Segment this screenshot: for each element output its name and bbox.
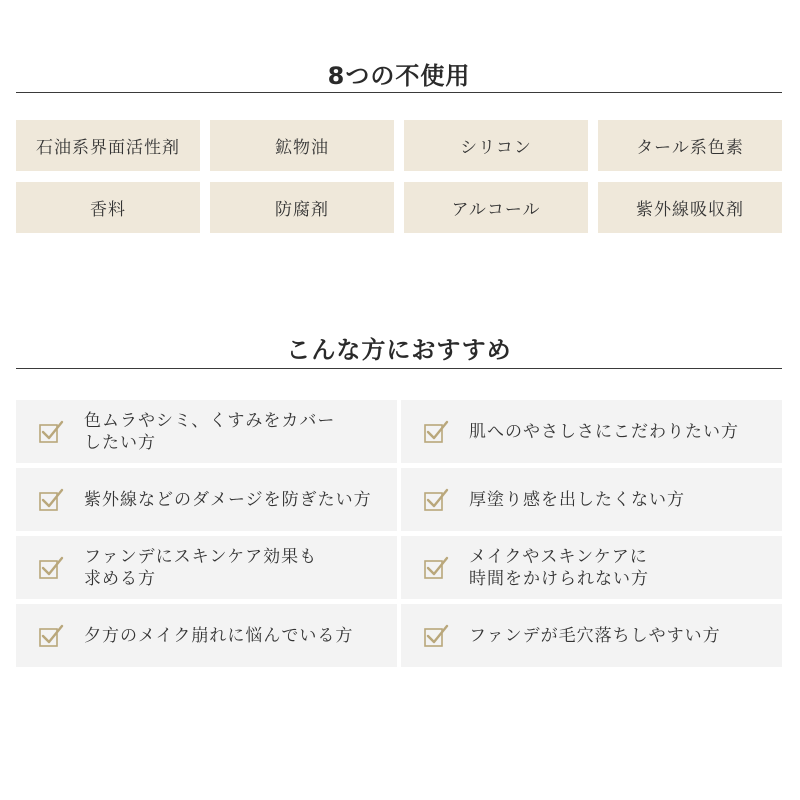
recommended-divider <box>16 368 782 369</box>
recommended-item <box>401 400 782 463</box>
recommended-item <box>16 400 397 463</box>
recommended-text: ファンデにスキンケア効果も 求める方 <box>84 546 318 589</box>
checkbox-check-icon <box>38 419 64 445</box>
checkbox-check-icon <box>38 623 64 649</box>
recommended-title: こんな方におすすめ <box>286 336 512 364</box>
recommended-item <box>401 536 782 599</box>
recommended-text: 厚塗り感を出したくない方 <box>469 489 685 510</box>
checkbox-check-icon <box>423 623 449 649</box>
recommended-text: メイクやスキンケアに 時間をかけられない方 <box>469 546 649 589</box>
recommended-text: ファンデが毛穴落ちしやすい方 <box>469 625 721 646</box>
recommended-text: 紫外線などのダメージを防ぎたい方 <box>84 489 372 510</box>
recommended-item <box>16 536 397 599</box>
free-from-item: アルコール <box>404 182 588 233</box>
free-from-title: 8つの不使用 <box>327 62 471 90</box>
free-from-item: タール系色素 <box>598 120 782 171</box>
free-from-divider <box>16 92 782 93</box>
recommended-text: 肌へのやさしさにこだわりたい方 <box>469 421 739 442</box>
checkbox-check-icon <box>423 487 449 513</box>
recommended-text: 夕方のメイク崩れに悩んでいる方 <box>84 625 354 646</box>
checkbox-check-icon <box>38 487 64 513</box>
free-from-item: 香料 <box>16 182 200 233</box>
free-from-item: シリコン <box>404 120 588 171</box>
checkbox-check-icon <box>423 419 449 445</box>
checkbox-check-icon <box>38 555 64 581</box>
recommended-item <box>16 604 397 667</box>
free-from-item: 鉱物油 <box>210 120 394 171</box>
free-from-item: 防腐剤 <box>210 182 394 233</box>
recommended-item <box>16 468 397 531</box>
checkbox-check-icon <box>423 555 449 581</box>
recommended-item <box>401 468 782 531</box>
free-from-item: 石油系界面活性剤 <box>16 120 200 171</box>
recommended-item <box>401 604 782 667</box>
free-from-grid <box>16 120 782 233</box>
recommended-grid <box>16 400 782 667</box>
free-from-item: 紫外線吸収剤 <box>598 182 782 233</box>
recommended-text: 色ムラやシミ、くすみをカバー したい方 <box>84 410 336 453</box>
